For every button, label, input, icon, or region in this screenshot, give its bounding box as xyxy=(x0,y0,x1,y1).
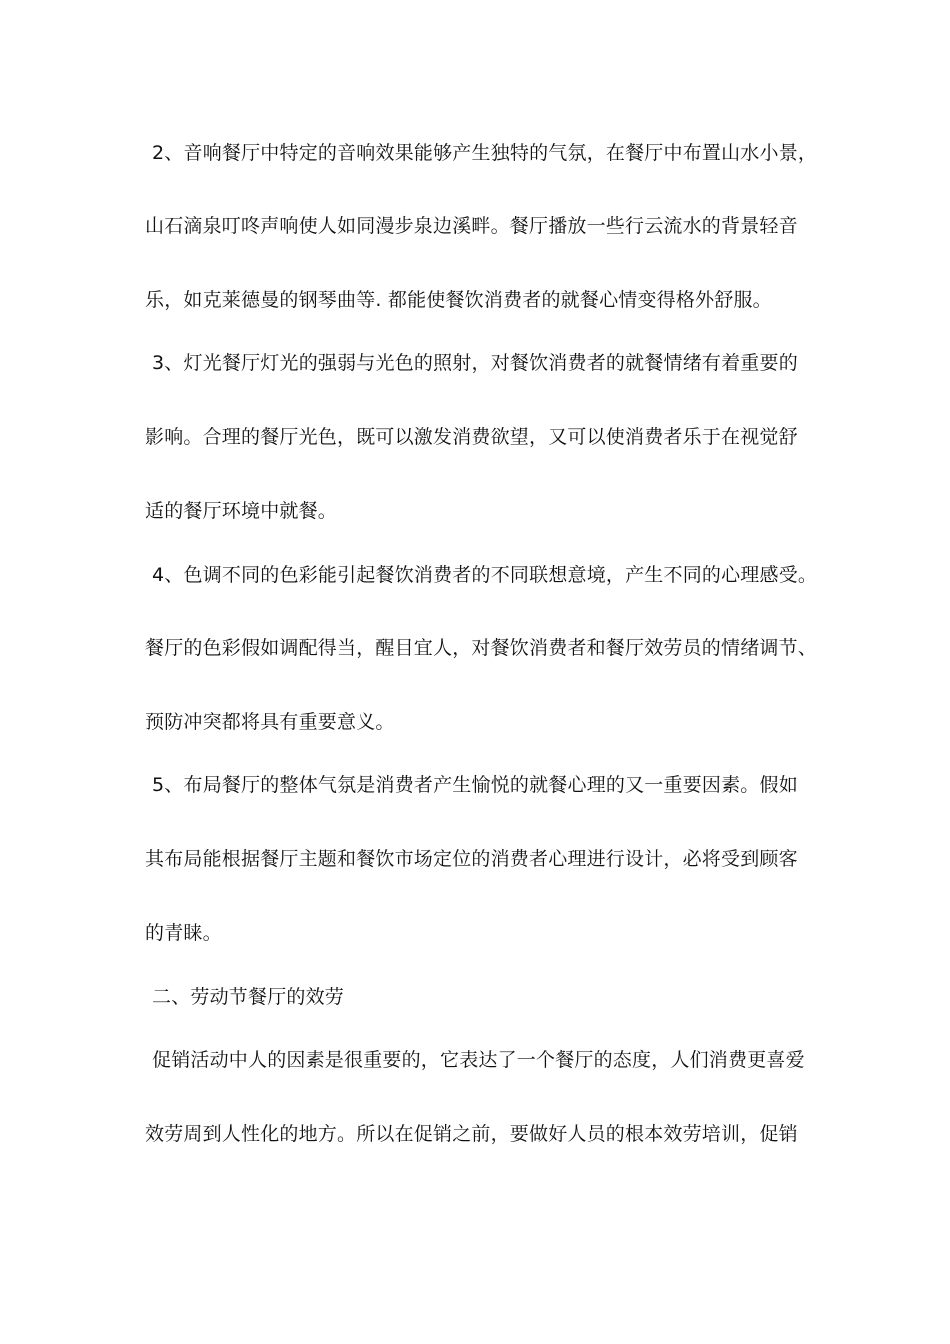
paragraph-6-line-1: 促销活动中人的因素是很重要的，它表达了一个餐厅的态度，人们消费更喜爱 xyxy=(152,1049,805,1071)
paragraph-2-line-1: 2、音响餐厅中特定的音响效果能够产生独特的气氛，在餐厅中布置山水小景， xyxy=(152,142,818,164)
paragraph-3-line-2: 影响。合理的餐厅光色，既可以激发消费欲望，又可以使消费者乐于在视觉舒 xyxy=(145,426,798,448)
paragraph-5-line-1: 5、布局餐厅的整体气氛是消费者产生愉悦的就餐心理的又一重要因素。假如 xyxy=(152,774,798,796)
paragraph-5-line-2: 其布局能根据餐厅主题和餐饮市场定位的消费者心理进行设计，必将受到顾客 xyxy=(145,848,798,870)
paragraph-4-line-2: 餐厅的色彩假如调配得当，醒目宜人，对餐饮消费者和餐厅效劳员的情绪调节、 xyxy=(145,637,818,659)
paragraph-5-line-3: 的青睐。 xyxy=(145,922,222,944)
paragraph-3-line-1: 3、灯光餐厅灯光的强弱与光色的照射，对餐饮消费者的就餐情绪有着重要的 xyxy=(152,352,798,374)
section-heading: 二、劳动节餐厅的效劳 xyxy=(152,986,345,1008)
paragraph-2-line-2: 山石滴泉叮咚声响使人如同漫步泉边溪畔。餐厅播放一些行云流水的背景轻音 xyxy=(145,215,798,237)
paragraph-6-line-2: 效劳周到人性化的地方。所以在促销之前，要做好人员的根本效劳培训，促销 xyxy=(145,1123,798,1145)
paragraph-2-line-3: 乐，如克莱德曼的钢琴曲等. 都能使餐饮消费者的就餐心情变得格外舒服。 xyxy=(145,289,772,311)
paragraph-4-line-3: 预防冲突都将具有重要意义。 xyxy=(145,711,395,733)
paragraph-4-line-1: 4、色调不同的色彩能引起餐饮消费者的不同联想意境，产生不同的心理感受。 xyxy=(152,564,818,586)
paragraph-3-line-3: 适的餐厅环境中就餐。 xyxy=(145,500,338,522)
